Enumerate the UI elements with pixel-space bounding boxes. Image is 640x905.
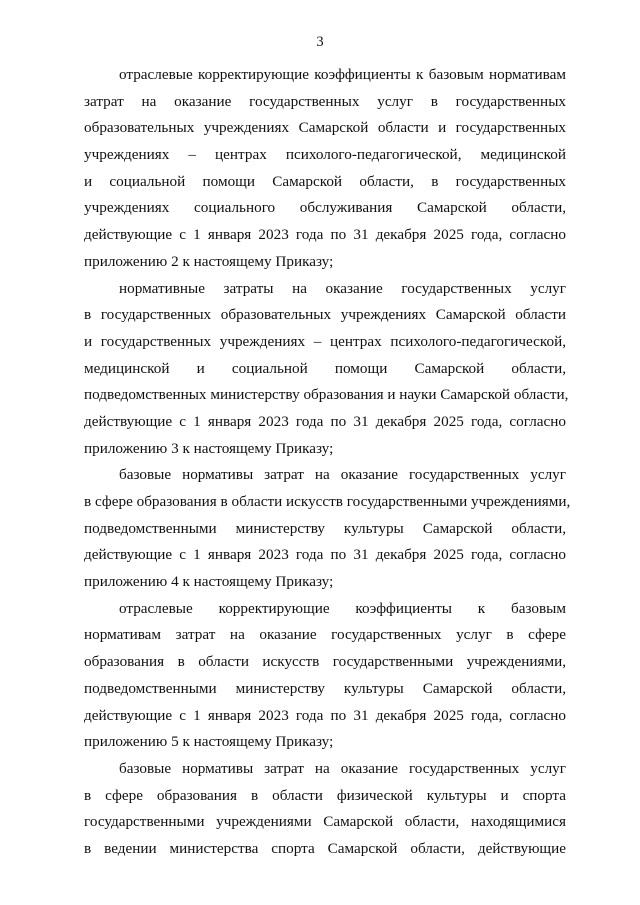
text-line: действующие с 1 января 2023 года по 31 декабря 2025 года, согласно	[84, 546, 566, 564]
paragraph	[84, 462, 571, 595]
text-line: в государственных образовательных учреждениях Самарской области	[84, 306, 566, 324]
paragraph	[84, 276, 569, 463]
text-line: учреждениях социального обслуживания Самарской области,	[84, 199, 566, 217]
text-line: подведомственными министерству культуры Самарской области,	[84, 519, 566, 537]
text-line: базовые нормативы затрат на оказание государственных услуг	[119, 759, 566, 777]
text-line: отраслевые корректирующие коэффициенты к базовым нормативам	[119, 66, 566, 83]
text-line: приложению 2 к настоящему Приказу;	[84, 252, 334, 270]
document-body	[84, 62, 571, 863]
text-line: медицинской и социальной помощи Самарской области,	[84, 359, 566, 377]
text-line: в ведении министерства спорта Самарской области, действующие	[84, 839, 566, 857]
paragraph	[84, 756, 566, 863]
text-line: в сфере образования в области физической культуры и спорта	[84, 786, 566, 804]
text-line: государственными учреждениями Самарской области, находящимися	[84, 813, 566, 831]
text-line: затрат на оказание государственных услуг в государственных	[84, 92, 566, 110]
text-line: образования в области искусств государственными учреждениями,	[84, 653, 566, 671]
page-number: 3	[316, 34, 324, 50]
text-line: действующие с 1 января 2023 года по 31 декабря 2025 года, согласно	[84, 706, 566, 724]
paragraph	[84, 62, 566, 276]
text-line: отраслевые корректирующие коэффициенты к базовым	[119, 599, 566, 617]
text-line: приложению 5 к настоящему Приказу;	[84, 733, 334, 751]
text-line: нормативные затраты на оказание государственных услуг	[119, 279, 566, 297]
text-line: действующие с 1 января 2023 года по 31 декабря 2025 года, согласно	[84, 412, 566, 430]
text-line: действующие с 1 января 2023 года по 31 декабря 2025 года, согласно	[84, 226, 566, 244]
paragraph	[84, 596, 566, 756]
text-line: подведомственных министерству образования и науки Самарской области,	[84, 386, 569, 404]
text-line: приложению 3 к настоящему Приказу;	[84, 439, 334, 457]
text-line: образовательных учреждениях Самарской области и государственных	[84, 119, 566, 137]
text-line: подведомственными министерству культуры Самарской области,	[84, 679, 566, 697]
text-line: базовые нормативы затрат на оказание государственных услуг	[119, 466, 566, 484]
text-line: учреждениях – центрах психолого-педагогической, медицинской	[84, 146, 566, 164]
text-line: и государственных учреждениях – центрах психолого-педагогической,	[84, 332, 566, 350]
text-line: в сфере образования в области искусств государственными учреждениями,	[84, 493, 571, 510]
text-line: нормативам затрат на оказание государственных услуг в сфере	[84, 626, 566, 644]
text-line: и социальной помощи Самарской области, в государственных	[84, 172, 566, 190]
text-line: приложению 4 к настоящему Приказу;	[84, 573, 334, 591]
